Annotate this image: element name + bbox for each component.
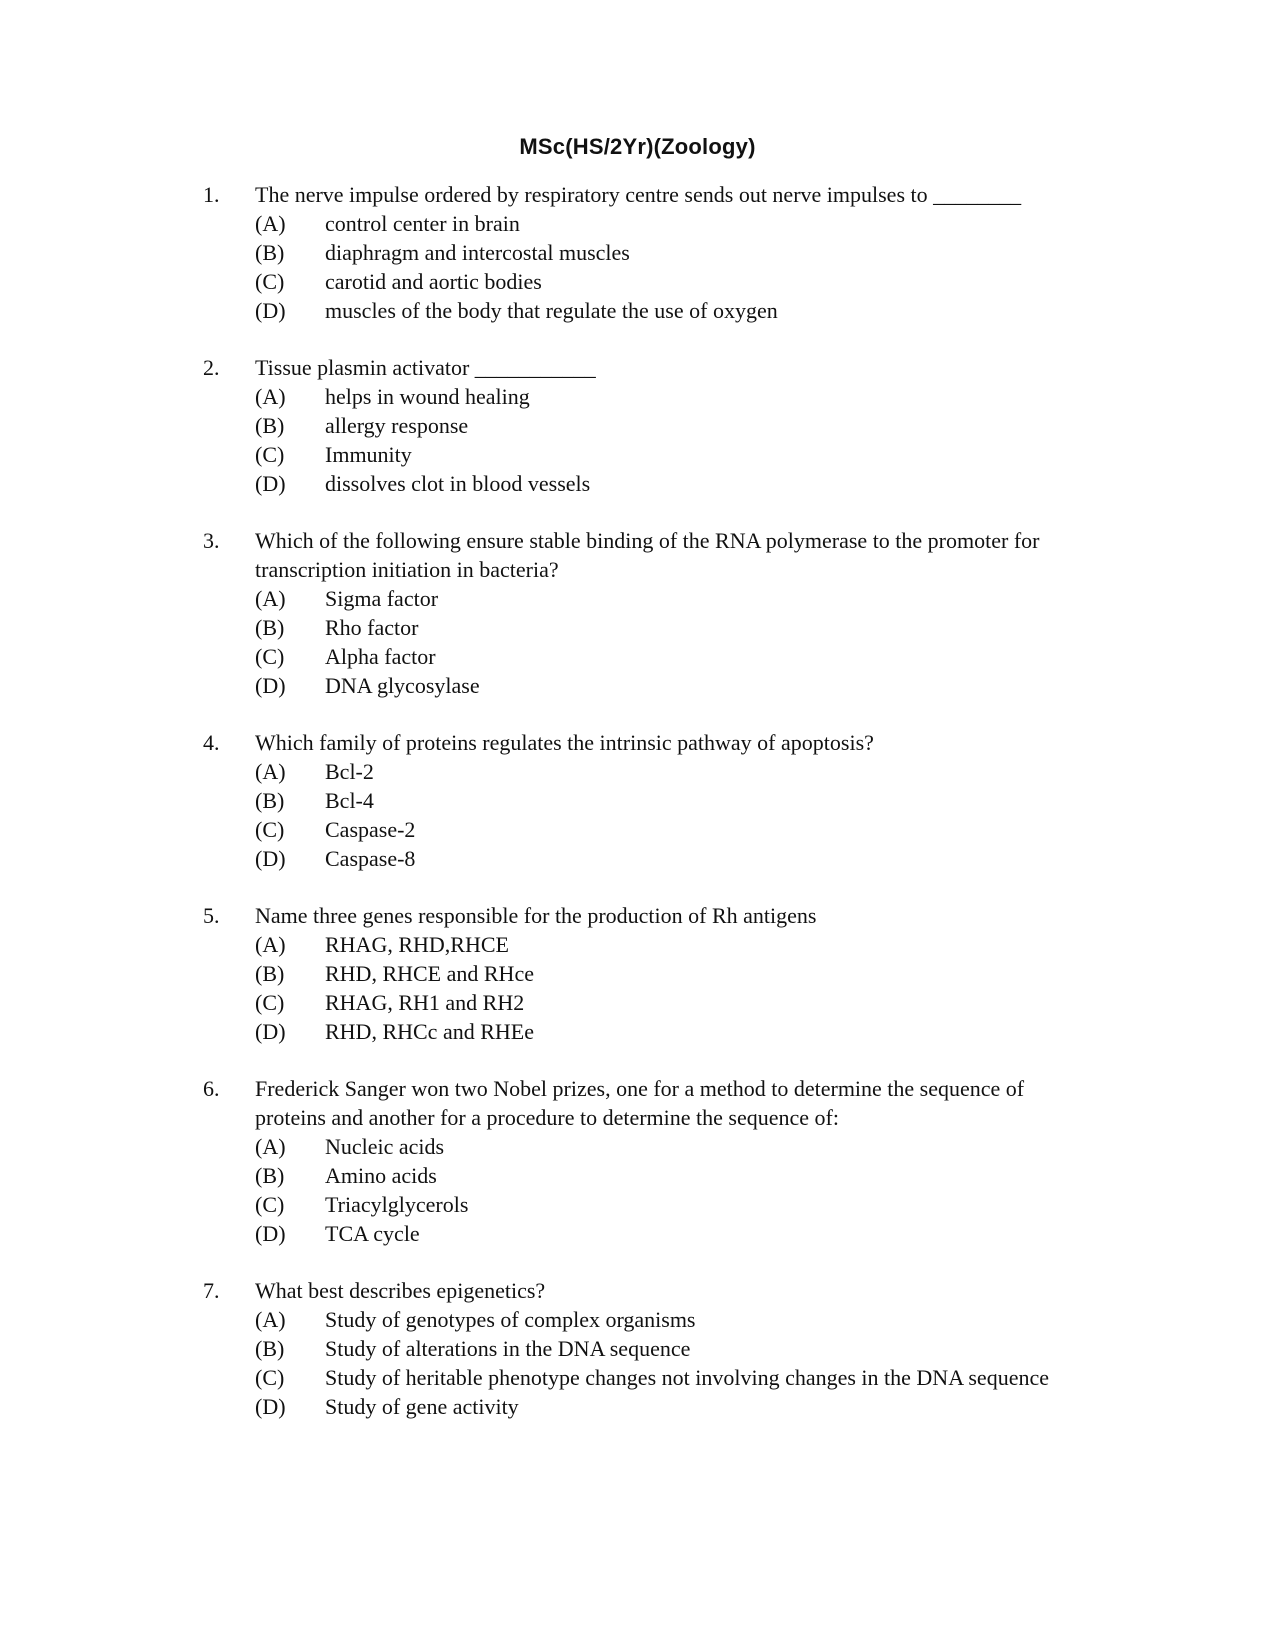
option-label: (C) xyxy=(255,817,285,842)
option-label: (C) xyxy=(255,269,285,294)
option-c xyxy=(0,988,1275,1017)
option-text: diaphragm and intercostal muscles xyxy=(325,240,630,265)
question-text: Tissue plasmin activator ___________ xyxy=(255,355,596,380)
option-text: TCA cycle xyxy=(325,1221,420,1246)
option-label: (B) xyxy=(255,615,285,640)
option-d xyxy=(0,296,1275,325)
option-label: (B) xyxy=(255,1336,285,1361)
option-c xyxy=(0,1363,1275,1392)
question-7 xyxy=(0,1276,1275,1421)
question-2 xyxy=(0,353,1275,498)
option-text: Alpha factor xyxy=(325,644,436,669)
option-c xyxy=(0,815,1275,844)
option-c xyxy=(0,267,1275,296)
option-b xyxy=(0,959,1275,988)
option-a xyxy=(0,584,1275,613)
option-b xyxy=(0,1161,1275,1190)
option-text: allergy response xyxy=(325,413,469,438)
option-label: (D) xyxy=(255,471,286,496)
option-label: (C) xyxy=(255,644,285,669)
option-list xyxy=(0,584,1275,700)
option-b xyxy=(0,238,1275,267)
option-label: (C) xyxy=(255,1365,285,1390)
question-text: The nerve impulse ordered by respiratory centre sends out nerve impulses to ________ xyxy=(255,182,1022,207)
option-label: (B) xyxy=(255,788,285,813)
option-label: (C) xyxy=(255,442,285,467)
question-text: Which family of proteins regulates the intrinsic pathway of apoptosis? xyxy=(255,730,874,755)
question-4 xyxy=(0,728,1275,873)
option-a xyxy=(0,382,1275,411)
option-text: Sigma factor xyxy=(325,586,439,611)
option-b xyxy=(0,786,1275,815)
option-label: (D) xyxy=(255,1019,286,1044)
option-text: Caspase-2 xyxy=(325,817,416,842)
option-label: (A) xyxy=(255,384,286,409)
option-d xyxy=(0,844,1275,873)
option-a xyxy=(0,209,1275,238)
question-number: 7. xyxy=(203,1278,220,1303)
question-number: 3. xyxy=(203,528,220,553)
option-text: Immunity xyxy=(325,442,412,467)
option-text: Study of alterations in the DNA sequence xyxy=(325,1336,691,1361)
question-text: What best describes epigenetics? xyxy=(255,1278,546,1303)
option-label: (A) xyxy=(255,586,286,611)
option-a xyxy=(0,1132,1275,1161)
option-list xyxy=(0,382,1275,498)
option-label: (A) xyxy=(255,1307,286,1332)
page-title: MSc(HS/2Yr)(Zoology) xyxy=(519,134,756,159)
question-text: Name three genes responsible for the production of Rh antigens xyxy=(255,903,817,928)
option-c xyxy=(0,642,1275,671)
option-b xyxy=(0,411,1275,440)
option-label: (C) xyxy=(255,1192,285,1217)
question-text: Which of the following ensure stable binding of the RNA polymerase to the promoter for transcription initiation in bacteria? xyxy=(255,528,1040,582)
option-text: Study of genotypes of complex organisms xyxy=(325,1307,696,1332)
option-text: RHAG, RH1 and RH2 xyxy=(325,990,525,1015)
option-label: (A) xyxy=(255,932,286,957)
option-c xyxy=(0,1190,1275,1219)
question-text: Frederick Sanger won two Nobel prizes, one for a method to determine the sequence of proteins and another for a procedure to determine the sequence of: xyxy=(255,1076,1025,1130)
option-text: Caspase-8 xyxy=(325,846,416,871)
option-text: Nucleic acids xyxy=(325,1134,445,1159)
option-text: DNA glycosylase xyxy=(325,673,480,698)
option-label: (A) xyxy=(255,759,286,784)
question-number: 6. xyxy=(203,1076,220,1101)
option-text: RHD, RHCE and RHce xyxy=(325,961,534,986)
option-a xyxy=(0,930,1275,959)
option-text: dissolves clot in blood vessels xyxy=(325,471,591,496)
option-d xyxy=(0,469,1275,498)
question-3 xyxy=(0,526,1275,700)
option-label: (B) xyxy=(255,961,285,986)
option-label: (D) xyxy=(255,298,286,323)
option-list xyxy=(0,1132,1275,1248)
question-list xyxy=(0,180,1275,1449)
option-label: (B) xyxy=(255,1163,285,1188)
option-text: Triacylglycerols xyxy=(325,1192,469,1217)
option-d xyxy=(0,1392,1275,1421)
option-text: RHAG, RHD,RHCE xyxy=(325,932,509,957)
option-text: Bcl-2 xyxy=(325,759,374,784)
option-text: Rho factor xyxy=(325,615,419,640)
question-1 xyxy=(0,180,1275,325)
option-text: Bcl-4 xyxy=(325,788,374,813)
option-text: RHD, RHCc and RHEe xyxy=(325,1019,534,1044)
option-label: (B) xyxy=(255,413,285,438)
option-list xyxy=(0,1305,1275,1421)
question-6 xyxy=(0,1074,1275,1248)
option-list xyxy=(0,209,1275,325)
option-text: helps in wound healing xyxy=(325,384,530,409)
option-label: (C) xyxy=(255,990,285,1015)
option-d xyxy=(0,1017,1275,1046)
option-text: muscles of the body that regulate the use of oxygen xyxy=(325,298,778,323)
option-label: (D) xyxy=(255,846,286,871)
option-label: (D) xyxy=(255,1394,286,1419)
option-d xyxy=(0,671,1275,700)
option-label: (D) xyxy=(255,1221,286,1246)
question-number: 5. xyxy=(203,903,220,928)
option-label: (B) xyxy=(255,240,285,265)
option-label: (A) xyxy=(255,1134,286,1159)
option-text: Amino acids xyxy=(325,1163,437,1188)
question-number: 1. xyxy=(203,182,220,207)
option-text: Study of heritable phenotype changes not involving changes in the DNA sequence xyxy=(325,1365,1049,1390)
question-number: 4. xyxy=(203,730,220,755)
option-list xyxy=(0,757,1275,873)
option-text: control center in brain xyxy=(325,211,520,236)
option-a xyxy=(0,757,1275,786)
option-b xyxy=(0,613,1275,642)
option-a xyxy=(0,1305,1275,1334)
option-c xyxy=(0,440,1275,469)
option-text: Study of gene activity xyxy=(325,1394,519,1419)
option-b xyxy=(0,1334,1275,1363)
option-text: carotid and aortic bodies xyxy=(325,269,542,294)
question-5 xyxy=(0,901,1275,1046)
option-label: (D) xyxy=(255,673,286,698)
option-label: (A) xyxy=(255,211,286,236)
option-list xyxy=(0,930,1275,1046)
option-d xyxy=(0,1219,1275,1248)
question-number: 2. xyxy=(203,355,220,380)
